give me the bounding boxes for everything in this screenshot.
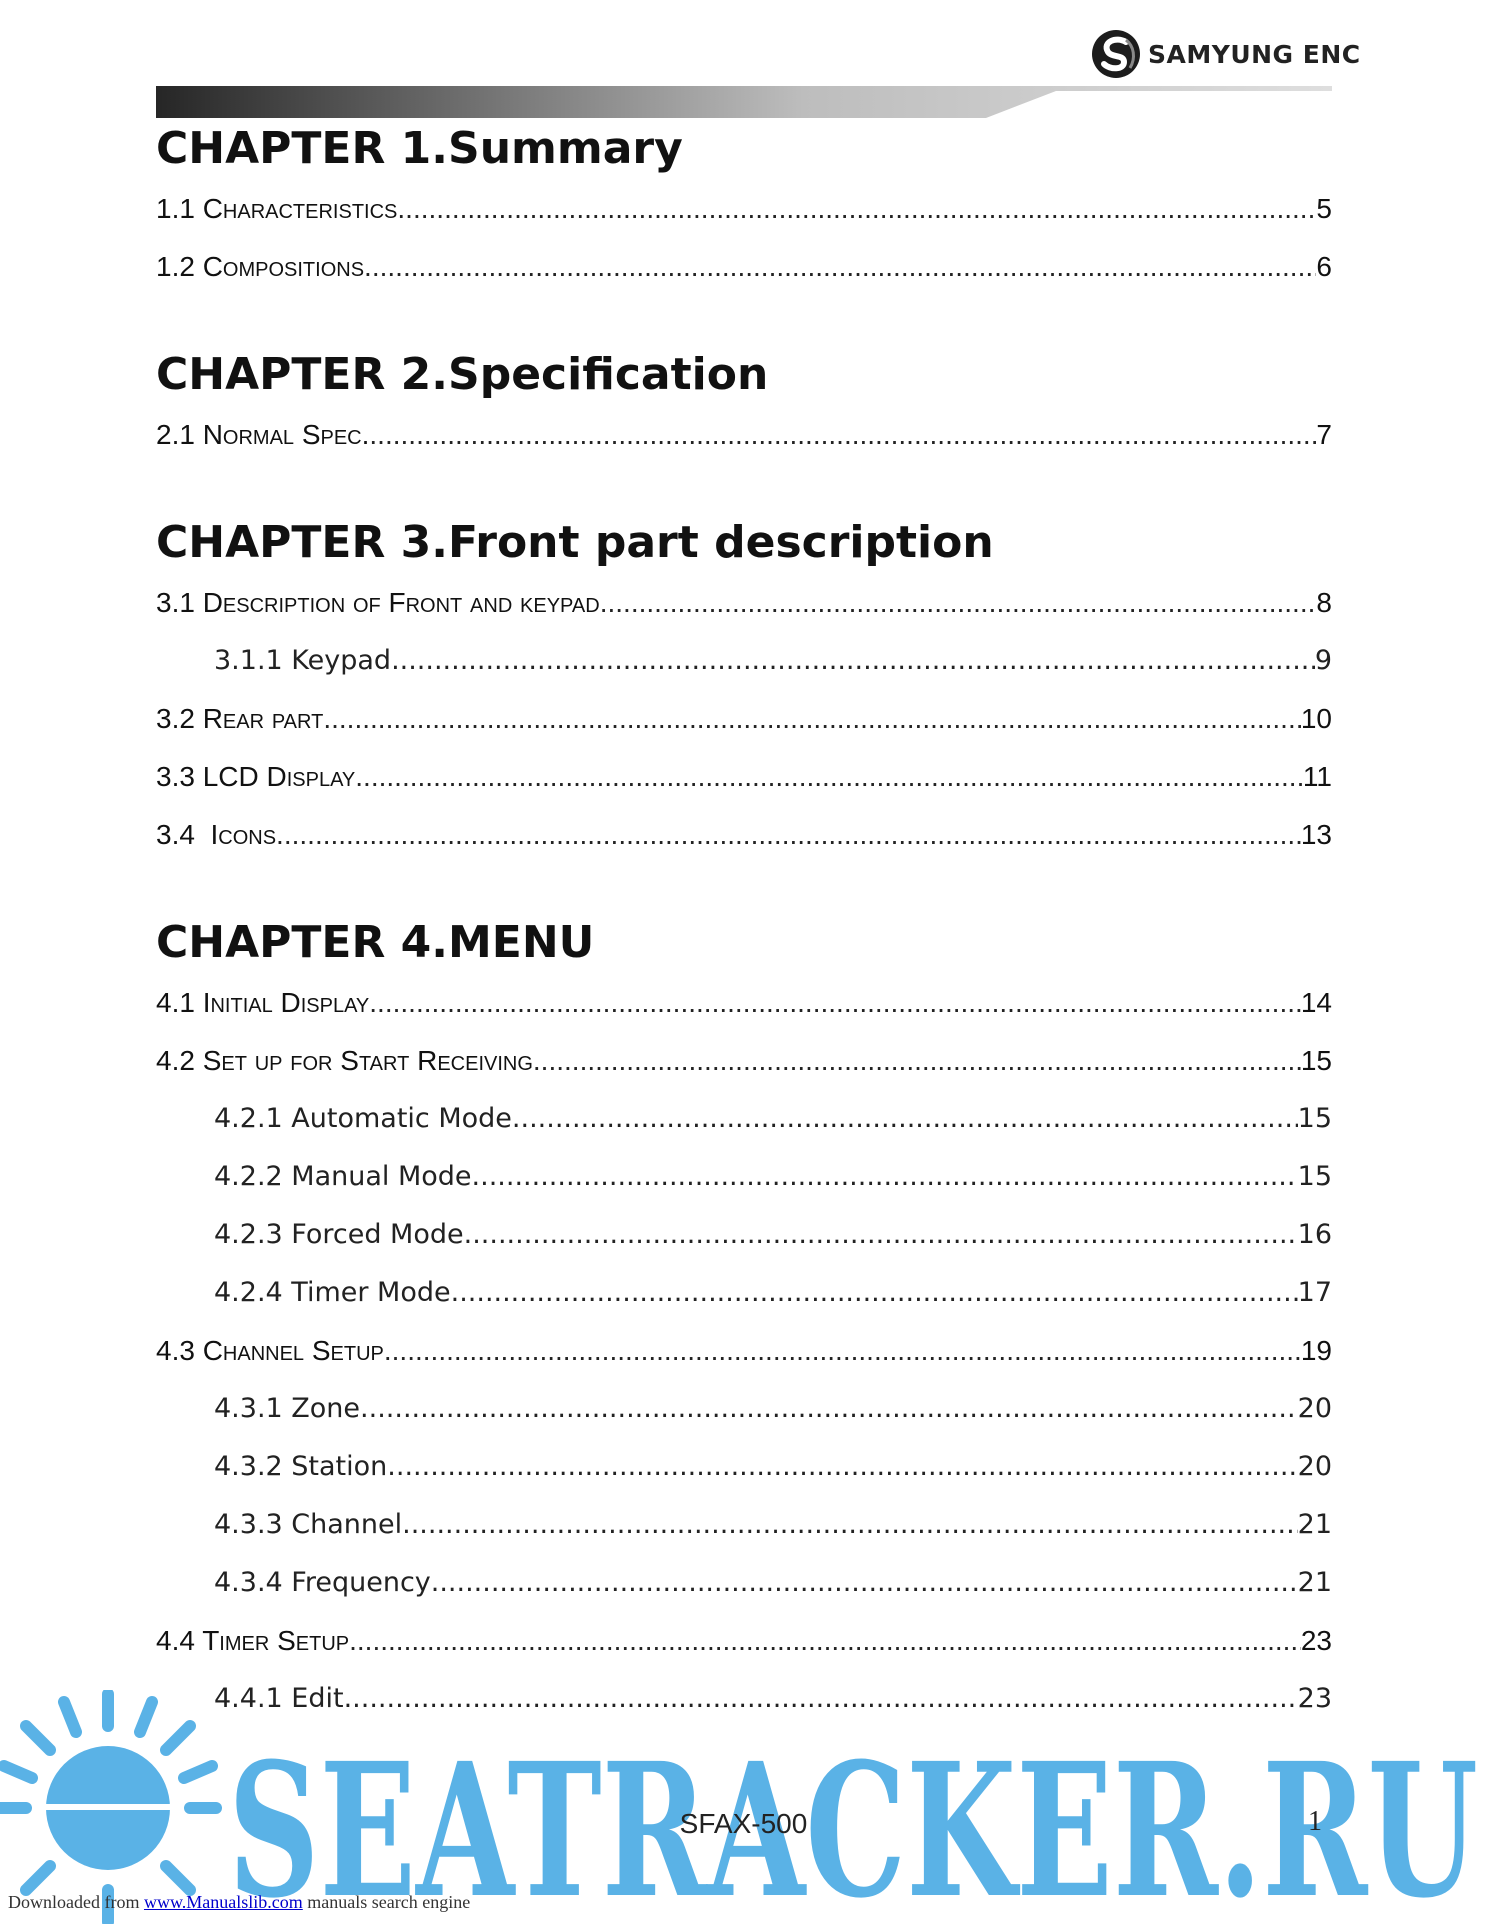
toc-entry-4-2[interactable] bbox=[156, 1032, 1332, 1090]
toc-entry-page: 15 bbox=[1297, 1103, 1332, 1134]
toc-entry-label: 4.1 Initial Display bbox=[156, 987, 370, 1018]
toc-entry-page: 8 bbox=[1316, 587, 1332, 618]
toc-entry-label: 4.3.4 Frequency bbox=[214, 1567, 431, 1598]
toc-entry-label: 3.2 Rear part bbox=[156, 703, 324, 734]
toc-entry-page: 17 bbox=[1297, 1277, 1332, 1308]
toc-entry-page: 20 bbox=[1297, 1393, 1332, 1424]
watermark bbox=[0, 1690, 1487, 1924]
samyung-s-logo-icon bbox=[1090, 28, 1142, 80]
toc-entry-page: 23 bbox=[1297, 1683, 1332, 1714]
toc-entry-label: 4.2.3 Forced Mode bbox=[214, 1219, 464, 1250]
toc-entry-label: 2.1 Normal Spec. bbox=[156, 419, 370, 450]
toc-entry-label: 3.4 Icons bbox=[156, 819, 277, 850]
toc-entry-label: 4.3.3 Channel bbox=[214, 1509, 403, 1540]
toc-entry-label: 4.2.4 Timer Mode bbox=[214, 1277, 451, 1308]
toc-entry-page: 23 bbox=[1300, 1625, 1332, 1656]
toc-entry-label: 3.3 LCD Display bbox=[156, 761, 356, 792]
toc-entry-4-3-2[interactable] bbox=[156, 1438, 1332, 1496]
toc-entry-page: 19 bbox=[1300, 1335, 1332, 1366]
manualslib-link[interactable]: www.Manualslib.com bbox=[143, 1892, 303, 1912]
leader-dots bbox=[355, 748, 1303, 806]
toc-entry-page: 5 bbox=[1316, 193, 1332, 224]
toc-entry-page: 7 bbox=[1316, 419, 1332, 450]
toc-entry-page: 11 bbox=[1302, 761, 1332, 792]
leader-dots bbox=[369, 974, 1301, 1032]
download-prefix: Downloaded from bbox=[8, 1892, 140, 1912]
header-bar bbox=[156, 86, 1332, 118]
toc-entry-4-3-1[interactable] bbox=[156, 1380, 1332, 1438]
footer-model-name: SFAX-500 bbox=[679, 1808, 808, 1839]
toc-entry-label: 4.3 Channel Setup bbox=[156, 1335, 384, 1366]
leader-dots bbox=[276, 806, 1301, 864]
toc-entry-4-2-1[interactable] bbox=[156, 1090, 1332, 1148]
toc-entry-3-3[interactable] bbox=[156, 748, 1332, 806]
leader-dots bbox=[391, 632, 1315, 690]
toc-entry-page: 15 bbox=[1297, 1161, 1332, 1192]
download-credit bbox=[8, 1892, 470, 1913]
leader-dots bbox=[464, 1206, 1298, 1264]
toc-entry-label: 1.1 Characteristics bbox=[156, 193, 398, 224]
leader-dots bbox=[364, 238, 1316, 296]
toc-entry-label: 4.4 Timer Setup bbox=[156, 1625, 350, 1656]
toc-entry-label: 4.2.1 Automatic Mode bbox=[214, 1103, 512, 1134]
toc-entry-page: 9 bbox=[1314, 645, 1332, 676]
toc-entry-page: 6 bbox=[1316, 251, 1332, 282]
footer-page-number: 1 bbox=[1308, 1806, 1322, 1837]
toc-entry-label: 4.3.2 Station bbox=[214, 1451, 388, 1482]
toc-entry-label: 3.1.1 Keypad bbox=[214, 645, 392, 676]
toc-entry-label: 4.2 Set up for Start Receiving bbox=[156, 1045, 533, 1076]
toc-entry-page: 14 bbox=[1300, 987, 1332, 1018]
toc-entry-1-1[interactable] bbox=[156, 180, 1332, 238]
brand-name: SAMYUNG ENC bbox=[1148, 39, 1361, 69]
toc-entry-4-4[interactable] bbox=[156, 1612, 1332, 1670]
toc-entry-3-2[interactable] bbox=[156, 690, 1332, 748]
chapter-4-title: CHAPTER 4.MENU bbox=[156, 917, 595, 968]
toc-entry-page: 20 bbox=[1297, 1451, 1332, 1482]
toc-entry-3-4[interactable] bbox=[156, 806, 1332, 864]
toc-entry-1-2[interactable] bbox=[156, 238, 1332, 296]
leader-dots bbox=[472, 1148, 1298, 1206]
toc-entry-label: 4.4.1 Edit bbox=[214, 1683, 344, 1714]
watermark-text: SEATRACKER.RU bbox=[228, 1723, 1478, 1924]
leader-dots bbox=[600, 574, 1317, 632]
toc-entry-4-3-4[interactable] bbox=[156, 1554, 1332, 1612]
toc-entry-3-1-1[interactable] bbox=[156, 632, 1332, 690]
download-suffix: manuals search engine bbox=[307, 1892, 471, 1912]
toc-entry-4-2-4[interactable] bbox=[156, 1264, 1332, 1322]
toc-entry-label: 4.3.1 Zone bbox=[214, 1393, 361, 1424]
leader-dots bbox=[402, 1496, 1298, 1554]
toc-entry-4-2-3[interactable] bbox=[156, 1206, 1332, 1264]
leader-dots bbox=[431, 1554, 1298, 1612]
leader-dots bbox=[512, 1090, 1298, 1148]
toc-entry-page: 21 bbox=[1297, 1509, 1332, 1540]
chapter-1-title: CHAPTER 1.Summary bbox=[156, 123, 683, 174]
chapter-3-title: CHAPTER 3.Front part description bbox=[156, 517, 994, 568]
leader-dots bbox=[397, 180, 1316, 238]
leader-dots bbox=[360, 1380, 1298, 1438]
toc-entry-label: 3.1 Description of Front and keypad bbox=[156, 587, 600, 618]
leader-dots bbox=[533, 1032, 1301, 1090]
company-logo bbox=[1090, 26, 1361, 82]
toc-entry-label: 4.2.2 Manual Mode bbox=[214, 1161, 472, 1192]
toc-entry-page: 16 bbox=[1297, 1219, 1332, 1250]
toc-entry-4-3-3[interactable] bbox=[156, 1496, 1332, 1554]
toc-entry-page: 15 bbox=[1300, 1045, 1332, 1076]
leader-dots bbox=[369, 406, 1316, 464]
toc-entry-page: 21 bbox=[1297, 1567, 1332, 1598]
leader-dots bbox=[349, 1612, 1301, 1670]
leader-dots bbox=[384, 1322, 1301, 1380]
leader-dots bbox=[323, 690, 1301, 748]
leader-dots bbox=[387, 1438, 1297, 1496]
table-of-contents bbox=[156, 118, 1332, 1728]
toc-entry-4-1[interactable] bbox=[156, 974, 1332, 1032]
toc-entry-page: 10 bbox=[1300, 703, 1332, 734]
toc-entry-2-1[interactable] bbox=[156, 406, 1332, 464]
toc-entry-4-3[interactable] bbox=[156, 1322, 1332, 1380]
leader-dots bbox=[451, 1264, 1298, 1322]
chapter-2-title: CHAPTER 2.Specification bbox=[156, 349, 769, 400]
toc-entry-page: 13 bbox=[1300, 819, 1332, 850]
toc-entry-3-1[interactable] bbox=[156, 574, 1332, 632]
toc-entry-label: 1.2 Compositions bbox=[156, 251, 365, 282]
toc-entry-4-2-2[interactable] bbox=[156, 1148, 1332, 1206]
